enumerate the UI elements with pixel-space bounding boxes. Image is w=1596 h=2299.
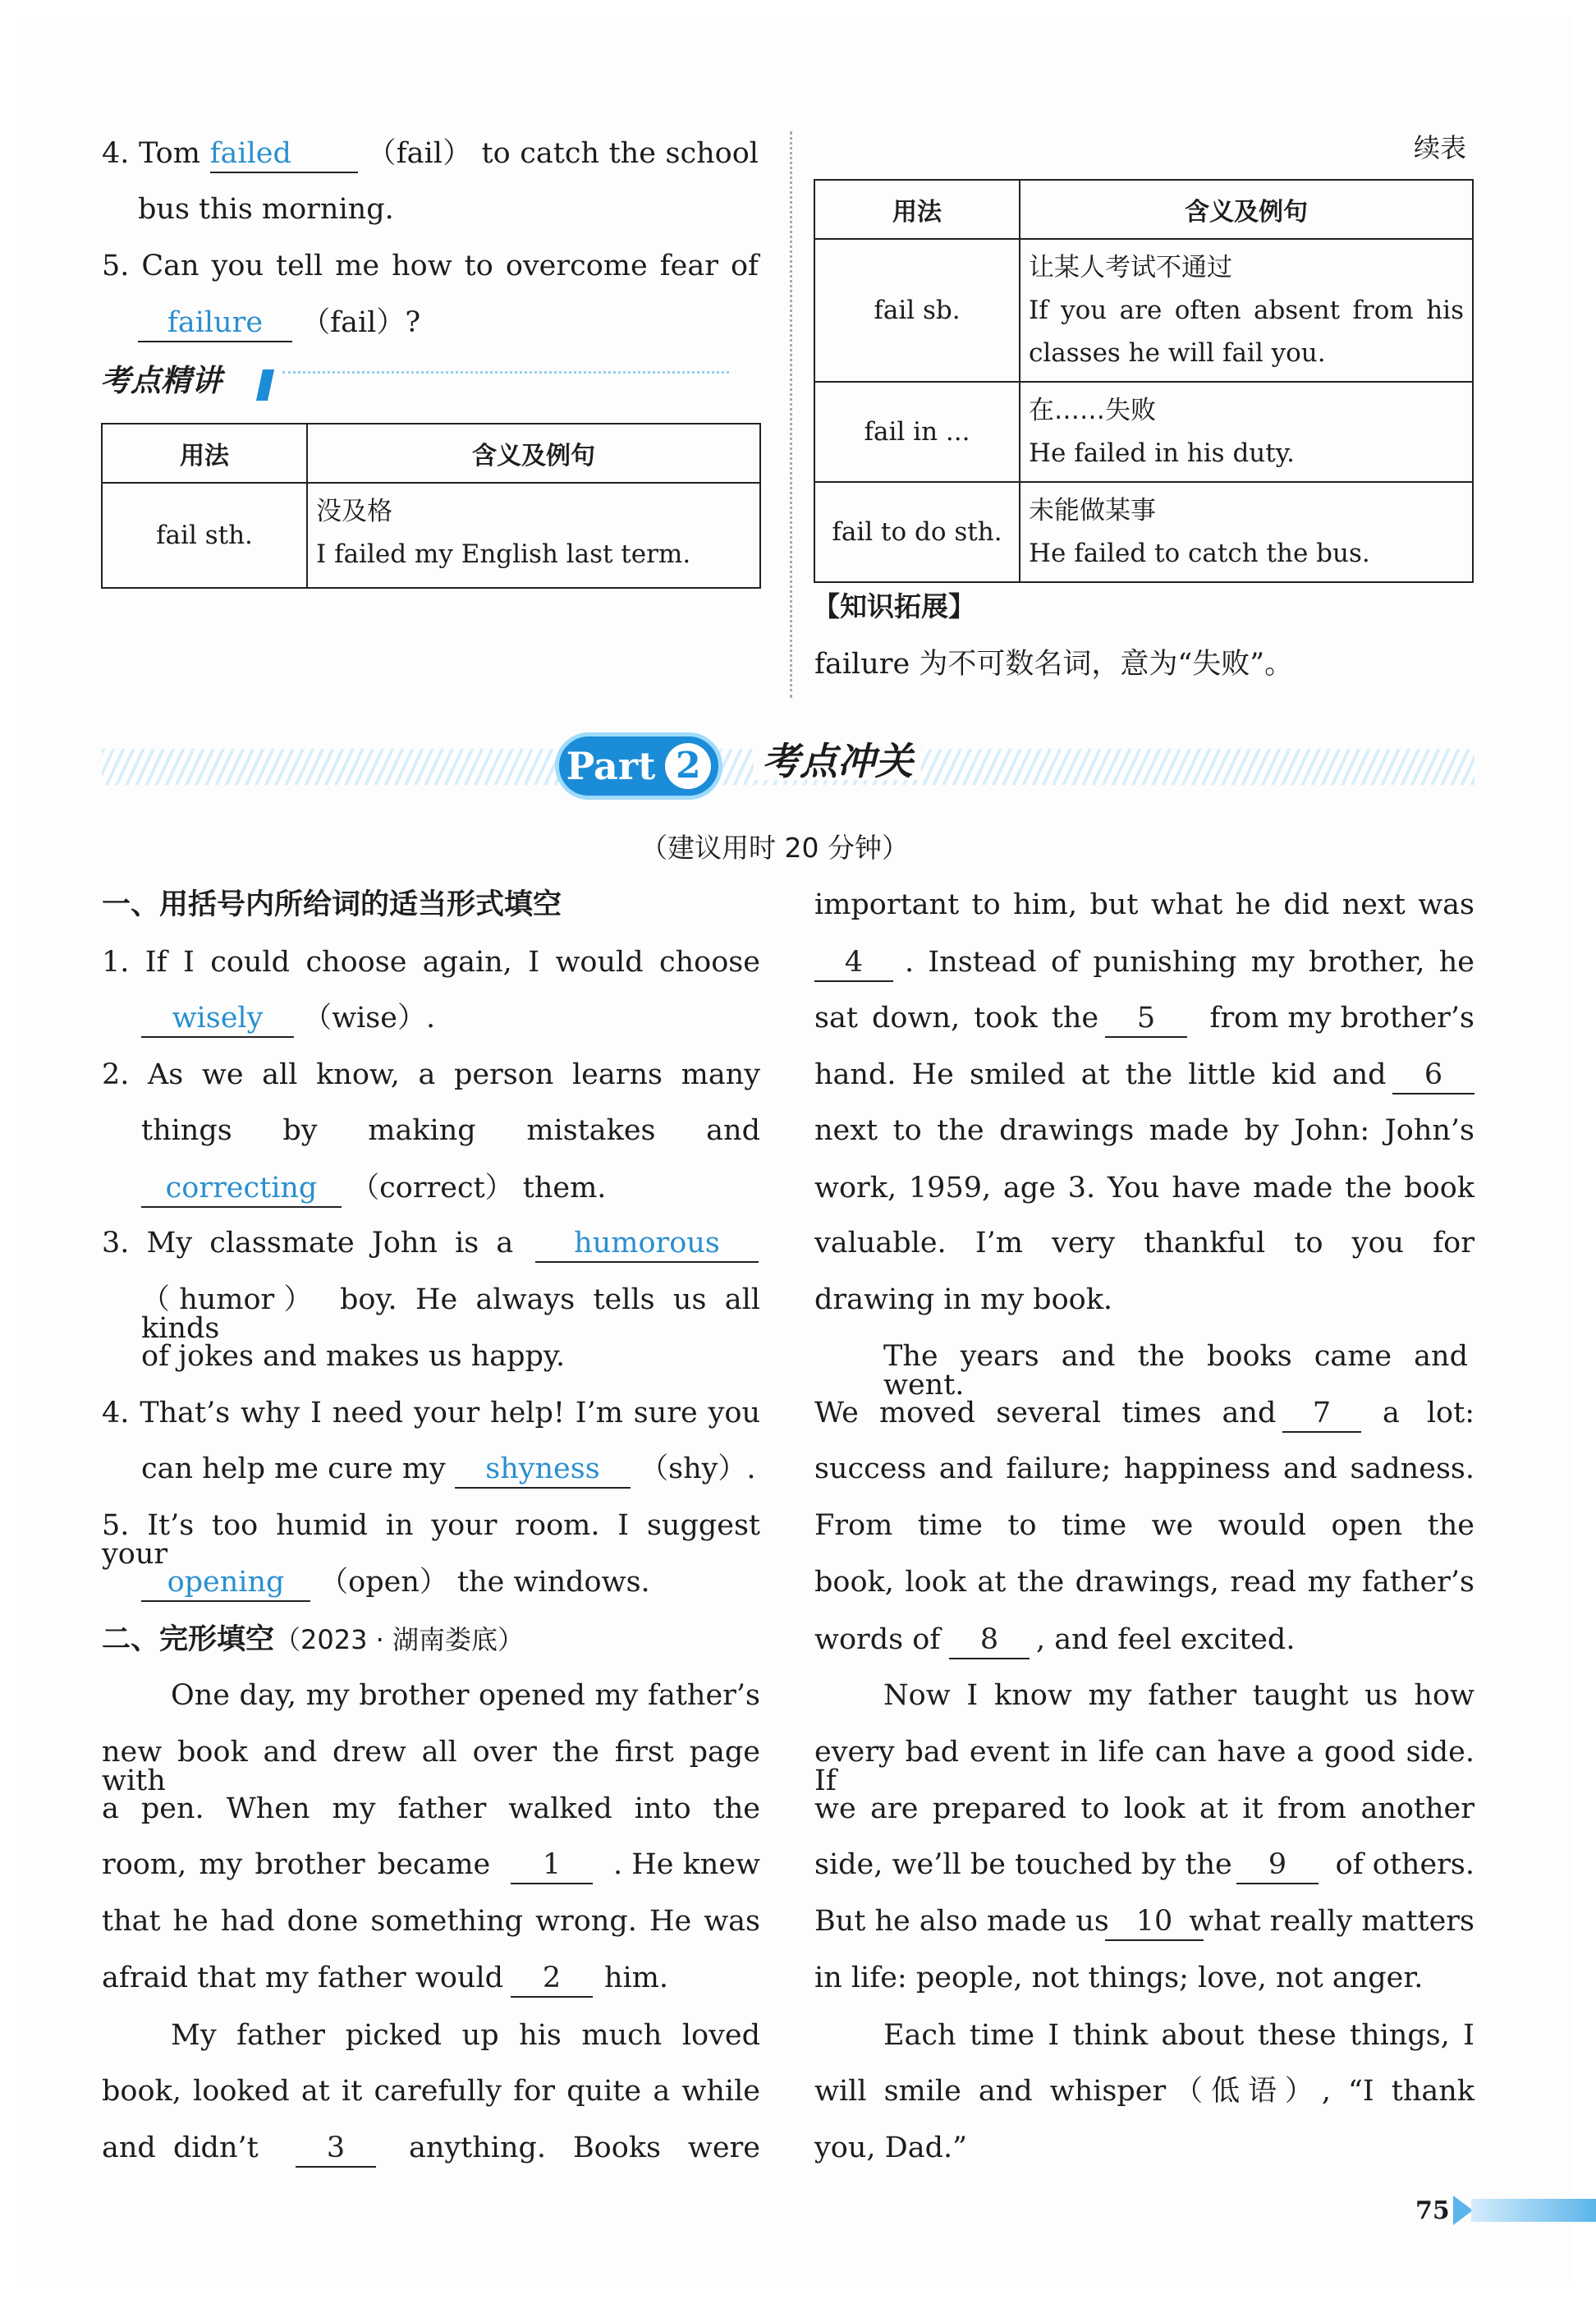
exercise-2-continued: correcting （correct） them.: [141, 1174, 606, 1208]
cloze-line: My father picked up his much loved: [171, 2019, 760, 2052]
table-row: [814, 239, 1473, 382]
exercise-1-continued: wisely （wise）.: [141, 1004, 435, 1038]
time-hint: （建议用时 20 分钟）: [640, 832, 909, 864]
question-5-continued: failure （fail）?: [138, 309, 420, 342]
header-meaning: 含义及例句: [1020, 180, 1473, 239]
header-meaning: 含义及例句: [307, 424, 760, 483]
cloze-line: that he had done something wrong. He was: [102, 1905, 760, 1938]
exercise-2: 2. As we all know, a person learns many: [102, 1058, 760, 1091]
knowledge-text: failure 为不可数名词，意为“失败”。: [814, 648, 1294, 681]
question-5: 5. Can you tell me how to overcome fear of: [102, 250, 759, 282]
answer-blank: wisely: [141, 1004, 294, 1038]
answer-blank: opening: [141, 1568, 310, 1602]
cloze-line: Now I know my father taught us how: [883, 1679, 1474, 1712]
exercise-3-line3: of jokes and makes us happy.: [141, 1340, 566, 1373]
cloze-line: work, 1959, age 3. You have made the book: [814, 1172, 1474, 1205]
cloze-blank-1: 1: [511, 1851, 593, 1884]
part-number: 2: [665, 743, 711, 789]
answer-blank: failure: [138, 309, 292, 342]
cloze-line: Each time I think about these things, I: [883, 2019, 1474, 2052]
cloze-line: every bad event in life can have a good side. If: [814, 1736, 1474, 1797]
column-divider: [790, 131, 792, 698]
cloze-line: book, looked at it carefully for quite a while: [102, 2075, 760, 2108]
cloze-blank-6: 6: [1392, 1061, 1474, 1094]
cloze-line: important to him, but what he did next was: [814, 888, 1474, 921]
footer-bar: [1471, 2199, 1596, 2222]
continued-label: 续表: [1414, 132, 1467, 163]
cloze-line: We moved several times and 7 a lot:: [814, 1399, 1474, 1428]
page-number: 75: [1415, 2196, 1450, 2225]
cloze-blank-3: 3: [296, 2134, 376, 2168]
footer-arrow-icon: [1453, 2196, 1473, 2225]
meaning-cell: 让某人考试不通过 If you are often absent from his classes he will fail you.: [1020, 239, 1473, 382]
cloze-line: 4 . Instead of punishing my brother, he: [814, 948, 1474, 982]
exercise-4-continued: can help me cure my shyness （shy）.: [141, 1455, 756, 1489]
cloze-line: success and failure; happiness and sadness.: [814, 1452, 1474, 1485]
usage-table-right: [814, 179, 1474, 583]
cloze-line: you, Dad.”: [814, 2132, 967, 2164]
cloze-line: valuable. I’m very thankful to you for: [814, 1227, 1474, 1260]
cloze-line: One day, my brother opened my father’s: [171, 1679, 760, 1712]
cloze-line: hand. He smiled at the little kid and 6: [814, 1061, 1474, 1090]
exercise-5: 5. It’s too humid in your room. I suggest your: [102, 1509, 760, 1571]
table-row: [814, 482, 1473, 582]
meaning-cell: 在……失败 He failed in his duty.: [1020, 382, 1473, 482]
question-4: 4. Tom failed （fail） to catch the school: [102, 140, 759, 173]
section-1-heading: 一、用括号内所给词的适当形式填空: [102, 888, 562, 921]
answer-blank: shyness: [455, 1455, 631, 1489]
cloze-line: afraid that my father would 2 him.: [102, 1964, 760, 1993]
table-row: [102, 483, 760, 588]
usage-cell: fail sb.: [814, 239, 1020, 382]
cloze-blank-9: 9: [1236, 1851, 1319, 1884]
cloze-line: But he also made us 10 what really matters: [814, 1907, 1474, 1936]
cloze-line: drawing in my book.: [814, 1283, 1113, 1316]
exercise-3-line2: （humor） boy. He always tells us all kinds: [141, 1283, 760, 1345]
cloze-blank-7: 7: [1282, 1399, 1361, 1433]
answer-blank: failed: [210, 140, 358, 173]
usage-table-left: [101, 423, 761, 589]
cloze-blank-10: 10: [1105, 1907, 1204, 1941]
cloze-line: words of 8 , and feel excited.: [814, 1626, 1474, 1654]
meaning-cell: 没及格 I failed my English last term.: [307, 483, 760, 588]
cloze-line: sat down, took the 5 from my brother’s: [814, 1004, 1474, 1033]
usage-cell: fail sth.: [102, 483, 307, 588]
exercise-4: 4. That’s why I need your help! I’m sure you: [102, 1397, 760, 1429]
cloze-blank-2: 2: [511, 1964, 593, 1998]
cloze-blank-5: 5: [1105, 1004, 1187, 1038]
cloze-line: side, we’ll be touched by the 9 of others.: [814, 1851, 1474, 1879]
cloze-line: in life: people, not things; love, not anger.: [814, 1962, 1424, 1994]
cloze-line: will smile and whisper（低语）, “I thank: [814, 2075, 1474, 2108]
knowledge-title: 【知识拓展】: [813, 590, 975, 622]
exercise-2-line2: things by making mistakes and: [141, 1114, 760, 1147]
exercise-3: 3. My classmate John is a humorous: [102, 1229, 760, 1258]
cloze-line: room, my brother became 1 . He knew: [102, 1851, 760, 1879]
answer-blank: humorous: [535, 1229, 759, 1263]
cloze-line: a pen. When my father walked into the: [102, 1792, 760, 1825]
cloze-line: book, look at the drawings, read my father’s: [814, 1566, 1474, 1599]
usage-cell: fail in ...: [814, 382, 1020, 482]
section-heading: 考点精讲: [100, 363, 222, 398]
cloze-line: new book and drew all over the first page with: [102, 1736, 760, 1797]
question-4-continued: bus this morning.: [138, 193, 394, 226]
part-badge: Part 2: [555, 732, 722, 800]
cloze-line: we are prepared to look at it from another: [814, 1792, 1474, 1825]
part-title: 考点冲关: [754, 742, 921, 780]
table-row: [814, 382, 1473, 482]
header-usage: 用法: [102, 424, 307, 483]
section-2-heading: 二、完形填空（2023 · 湖南娄底）: [102, 1623, 524, 1656]
cloze-line: and didn’t 3 anything. Books were: [102, 2134, 760, 2163]
cloze-blank-4: 4: [814, 948, 893, 982]
answer-blank: correcting: [141, 1174, 342, 1208]
meaning-cell: 未能做某事 He failed to catch the bus.: [1020, 482, 1473, 582]
cloze-line: From time to time we would open the: [814, 1509, 1474, 1542]
cloze-line: next to the drawings made by John: John’s: [814, 1114, 1474, 1147]
heading-rule: [282, 371, 729, 374]
exercise-5-continued: opening （open） the windows.: [141, 1568, 650, 1602]
header-usage: 用法: [814, 180, 1020, 239]
cloze-blank-8: 8: [949, 1626, 1030, 1659]
usage-cell: fail to do sth.: [814, 482, 1020, 582]
cloze-line: The years and the books came and went.: [883, 1340, 1468, 1402]
exercise-1: 1. If I could choose again, I would choose: [102, 946, 760, 979]
